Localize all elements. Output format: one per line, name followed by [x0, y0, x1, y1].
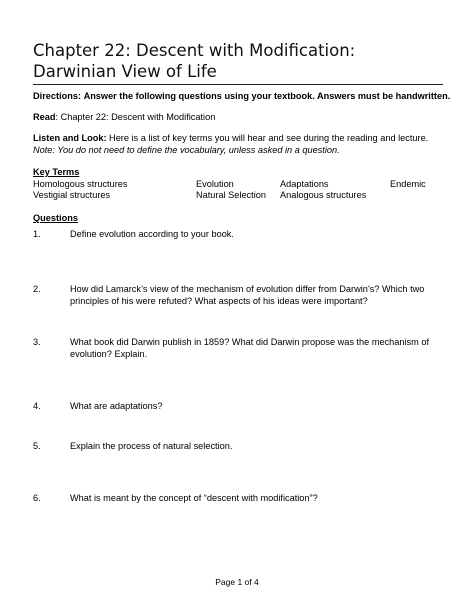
- listen-label: Listen and Look:: [33, 133, 107, 143]
- note-line: Note: You do not need to define the vocabulary, unless asked in a question.: [33, 145, 340, 155]
- title-divider: [33, 84, 443, 85]
- question-number: 2.: [33, 284, 41, 294]
- question-text: Explain the process of natural selection.: [70, 441, 233, 451]
- key-term: Homologous structures: [33, 179, 128, 189]
- key-term: Natural Selection: [196, 190, 266, 200]
- read-label: Read: [33, 112, 56, 122]
- question-text: What is meant by the concept of “descent with modification”?: [70, 493, 318, 503]
- question-text: How did Lamarck’s view of the mechanism of evolution differ from Darwin’s? Which two principles of his were refuted? What aspects of his ideas were important?: [70, 284, 425, 306]
- question-number: 6.: [33, 493, 41, 503]
- key-term: Vestigial structures: [33, 190, 111, 200]
- page-title: Chapter 22: Descent with Modification: Darwinian View of Life: [33, 41, 356, 81]
- key-term: Evolution: [196, 179, 234, 189]
- listen-text: Here is a list of key terms you will hear and see during the reading and lecture.: [106, 133, 429, 143]
- key-term: Endemic: [390, 179, 426, 189]
- directions-line: [33, 90, 450, 102]
- listen-line: [33, 132, 428, 144]
- question-text: Define evolution according to your book.: [70, 229, 234, 239]
- question-number: 3.: [33, 337, 41, 347]
- question-text: What book did Darwin publish in 1859? What did Darwin propose was the mechanism of evolution? Explain.: [70, 337, 430, 359]
- page-footer: Page 1 of 4: [215, 577, 259, 587]
- key-term: Adaptations: [280, 179, 329, 189]
- question-number: 5.: [33, 441, 41, 451]
- question-number: 1.: [33, 229, 41, 239]
- read-text: : Chapter 22: Descent with Modification: [55, 112, 216, 122]
- read-line: [33, 111, 215, 123]
- question-text: What are adaptations?: [70, 401, 163, 411]
- key-terms-heading: Key Terms: [33, 167, 80, 177]
- key-term: Analogous structures: [280, 190, 367, 200]
- questions-heading: Questions: [33, 213, 78, 223]
- directions-label: Directions:: [33, 91, 81, 101]
- directions-text: Answer the following questions using your textbook. Answers must be handwritten.: [83, 91, 451, 101]
- question-number: 4.: [33, 401, 41, 411]
